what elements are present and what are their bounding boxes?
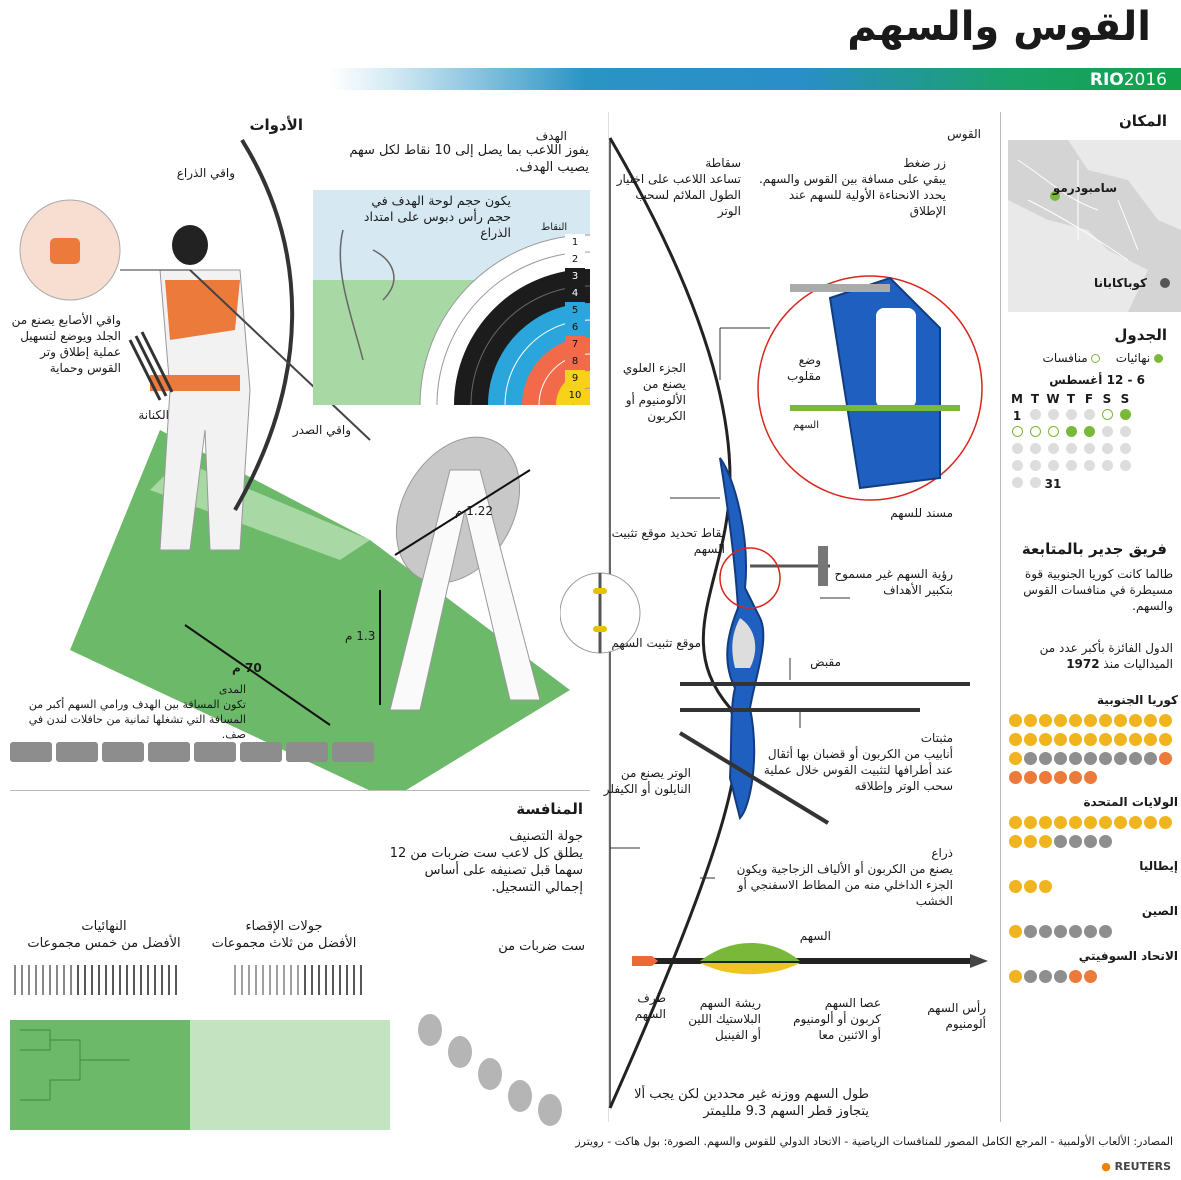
venue-map [1008, 140, 1181, 312]
ring-label: 10 [565, 387, 585, 404]
silver-medal-dot [1084, 752, 1097, 765]
gold-medal-dot [1084, 714, 1097, 727]
gold-medal-dot [1144, 816, 1157, 829]
calendar [1008, 390, 1134, 492]
gold-medal-dot [1039, 880, 1052, 893]
medals-year: 1972 [1066, 657, 1100, 671]
gold-medal-dot [1114, 714, 1127, 727]
zoom-window [876, 308, 916, 408]
finals-text: الأفضل من خمس مجموعات [27, 936, 181, 951]
arrow-heading: السهم [799, 929, 831, 943]
nock-point-label: موقع تثبيت السهم [611, 636, 701, 650]
silver-medal-dot [1069, 835, 1082, 848]
limb-callout [733, 845, 953, 909]
country-name: الاتحاد السوفيتي [1078, 949, 1178, 963]
gold-medal-dot [1054, 714, 1067, 727]
finals-bracket [10, 1020, 190, 1130]
gold-medal-dot [1039, 816, 1052, 829]
gold-medal-dot [1129, 816, 1142, 829]
arrow-fletch-bottom [700, 963, 800, 974]
ring-label: 2 [565, 251, 585, 268]
copacabana-marker [1160, 278, 1170, 288]
gold-medal-dot [1009, 970, 1022, 983]
gold-medal-dot [1024, 835, 1037, 848]
country-name: الصين [1141, 904, 1178, 918]
ring-label: 4 [565, 285, 585, 302]
silver-medal-dot [1054, 970, 1067, 983]
gold-medal-dot [1009, 880, 1022, 893]
silver-medal-dot [1039, 970, 1052, 983]
string-label: الوتر يصنع من النايلون أو الكيفلر [603, 766, 691, 796]
range-title: المدى [218, 683, 246, 696]
ring-label: 7 [565, 336, 585, 353]
venue-heading: المكان [1119, 112, 1167, 130]
target-diameter: 1.22 م [455, 504, 493, 518]
finals-arrow-sets [15, 965, 176, 995]
gold-medal-dot [1069, 714, 1082, 727]
reuters-dot-icon: ● [1101, 1160, 1111, 1173]
ring-label: 1 [565, 234, 585, 251]
elim-callout [209, 918, 359, 952]
day-last: 31 [1044, 476, 1062, 491]
elim-text: الأفضل من ثلاث مجموعات [211, 936, 357, 951]
gold-medal-dot [1009, 925, 1022, 938]
plunger-callout [611, 155, 741, 219]
medal-row [1008, 833, 1178, 852]
bronze-medal-dot [1084, 771, 1097, 784]
quiver-label: الكنانة [138, 408, 169, 422]
country-name: إيطاليا [1139, 859, 1178, 873]
ring-label: 3 [565, 268, 585, 285]
schedule-heading: الجدول [1114, 326, 1167, 344]
clicker-text: يبقي على مسافة بين القوس والسهم. يحدد الانحناءة الأولية للسهم عند الإطلاق [758, 172, 946, 218]
silver-medal-dot [1099, 925, 1112, 938]
day-m: M [1011, 391, 1023, 406]
ring-label: 8 [565, 353, 585, 370]
ring-label: 5 [565, 302, 585, 319]
silver-medal-dot [1069, 752, 1082, 765]
gold-medal-dot [1009, 816, 1022, 829]
schedule-legend [1043, 350, 1163, 366]
gold-medal-dot [1069, 733, 1082, 746]
comp-legend-icon [1091, 354, 1100, 363]
team-heading: فريق جدير بالمتابعة [1021, 540, 1167, 558]
bow-illustration [560, 118, 1000, 1128]
medal-row [1008, 750, 1178, 769]
gold-medal-dot [1039, 714, 1052, 727]
elim-arrow-sets [235, 965, 361, 995]
equipment-heading: الأدوات [249, 116, 303, 134]
gold-medal-dot [1099, 714, 1112, 727]
day-s2: S [1120, 391, 1130, 406]
silver-medal-dot [1099, 752, 1112, 765]
gold-medal-dot [1084, 816, 1097, 829]
bronze-medal-dot [1024, 771, 1037, 784]
plunger-text: تساعد اللاعب على اختيار الطول الملائم لسحب الوتر [616, 172, 741, 218]
zoom-arrow-label: السهم [792, 420, 819, 431]
stabilizers-text: أنابيب من الكربون أو قضبان بها أثقال عند أطرافها لتثبيت القوس خلال عملية سحب الوتر وإطلاقه [763, 747, 953, 793]
team-text: طالما كانت كوريا الجنوبية قوة مسيطرة في منافسات القوس والسهم. [1023, 567, 1173, 613]
reuters-logo [1101, 1160, 1171, 1173]
grip-label: مقبض [810, 655, 841, 669]
target-height: 1.3 م [345, 629, 376, 643]
target-distance: 70 م [232, 661, 262, 675]
range-text: تكون المسافة بين الهدف ورامي السهم أكبر من المسافة التي تشغلها ثمانية من حافلات لندن في صف. [28, 698, 246, 741]
footer-sources: المصادر: الألعاب الأولمبية - المرجع الكامل المصور للمنافسات الرياضية - الاتحاد الدولي للقوس والسهم. الصورة: بول هاكت - رويترز [575, 1135, 1173, 1148]
ranking-title: جولة التصنيف [509, 829, 583, 844]
day-w: W [1046, 391, 1060, 406]
finger-tab [50, 238, 80, 264]
bronze-medal-dot [1069, 970, 1082, 983]
target-panel [313, 190, 590, 405]
arrow-note: طول السهم ووزنه غير محددين لكن يجب ألا يتجاوز قطر السهم 9.3 ملليمتر [634, 1087, 869, 1119]
bronze-medal-dot [1159, 752, 1172, 765]
silver-medal-dot [1099, 835, 1112, 848]
arrow-point [970, 954, 988, 968]
gold-medal-dot [1084, 733, 1097, 746]
gold-medal-dot [1129, 714, 1142, 727]
gold-medal-dot [1009, 714, 1022, 727]
silver-medal-dot [1054, 835, 1067, 848]
gold-medal-dot [1129, 733, 1142, 746]
reversed-label: وضع مقلوب [787, 353, 821, 383]
gold-medal-dot [1024, 880, 1037, 893]
arrow-nock-label: طرف السهم [634, 991, 666, 1021]
silver-medal-dot [1054, 925, 1067, 938]
country-name: كوريا الجنوبية [1097, 693, 1178, 707]
medal-row [1008, 712, 1178, 731]
silver-medal-dot [1069, 925, 1082, 938]
gold-medal-dot [1159, 714, 1172, 727]
medal-row [1008, 968, 1178, 987]
arrow-rest-label: مسند للسهم [890, 506, 953, 520]
day-t2: T [1066, 391, 1076, 406]
competition-heading: المنافسة [516, 800, 583, 818]
gold-medal-dot [1099, 816, 1112, 829]
finals-legend-icon [1154, 354, 1163, 363]
gold-medal-dot [1099, 733, 1112, 746]
gold-medal-dot [1009, 733, 1022, 746]
silver-medal-dot [1024, 752, 1037, 765]
silver-medal-dot [1024, 970, 1037, 983]
ring-label: 6 [565, 319, 585, 336]
country-name: الولايات المتحدة [1083, 795, 1178, 809]
venue-place2: كوباكابانا [1093, 276, 1147, 290]
bronze-medal-dot [1069, 771, 1082, 784]
header-banner [330, 68, 1181, 90]
ring-labels [565, 234, 585, 404]
silver-medal-dot [1144, 752, 1157, 765]
medal-row [1008, 769, 1178, 788]
finals-title: النهائيات [81, 919, 127, 934]
gold-medal-dot [1024, 816, 1037, 829]
clicker-callout [756, 155, 946, 219]
ranking-callout [383, 828, 583, 896]
silver-medal-dot [1084, 835, 1097, 848]
medal-row [1008, 814, 1178, 833]
reuters-brand: REUTERS [1114, 1160, 1171, 1173]
arrow-point-label: رأس السهم ألومنيوم [927, 1001, 986, 1031]
day-first: 1 [1012, 408, 1022, 423]
sight-label: رؤية السهم غير مسموح بتكبير الأهداف [834, 567, 953, 597]
gold-medal-dot [1009, 752, 1022, 765]
schedule-dates: 6 - 12 أغسطس [1049, 373, 1145, 387]
chestguard-label: واقي الصدر [292, 423, 351, 437]
rio-logo: RIO2016 [1089, 70, 1167, 90]
medal-list [1008, 686, 1178, 987]
limb-title: ذراع [931, 846, 953, 860]
gold-medal-dot [1159, 733, 1172, 746]
legend-finals: نهائيات [1115, 351, 1151, 365]
elim-bracket [190, 1020, 390, 1130]
upper-limb-label: الجزء العلوي يصنع من الألومنيوم أو الكربون [622, 361, 686, 423]
medals-title [1003, 640, 1173, 672]
day-t: T [1030, 391, 1040, 406]
range-callout [16, 682, 246, 742]
gold-medal-dot [1054, 733, 1067, 746]
finals-callout [19, 918, 189, 952]
plunger-title: سقاطة [705, 156, 741, 170]
gold-medal-dot [1144, 714, 1157, 727]
ranking-text: يطلق كل لاعب ست ضربات من 12 سهما قبل تصنيفه على أساس إجمالي التسجيل. [389, 846, 583, 895]
sight-block [818, 546, 828, 586]
medal-row [1008, 878, 1178, 897]
right-column-divider [1000, 112, 1001, 1122]
buses [10, 742, 374, 762]
gold-medal-dot [1114, 816, 1127, 829]
competition-graphic [10, 960, 600, 1130]
armguard-label: واقي الذراع [176, 166, 235, 180]
gold-medal-dot [1039, 835, 1052, 848]
clicker-title: زر ضغط [903, 156, 946, 170]
bronze-medal-dot [1009, 771, 1022, 784]
target-size-note: يكون حجم لوحة الهدف في حجم رأس دبوس على امتداد الذراع [363, 193, 511, 240]
six-shots-label: ست ضربات من [498, 939, 585, 954]
silver-medal-dot [1024, 925, 1037, 938]
silver-medal-dot [1114, 752, 1127, 765]
stabilizers-callout [753, 730, 953, 794]
day-s: S [1102, 391, 1112, 406]
gold-medal-dot [1024, 714, 1037, 727]
points-label: النقاط [541, 222, 568, 233]
target-text: يفوز اللاعب بما يصل إلى 10 نقاط لكل سهم يصيب الهدف. [349, 143, 589, 175]
medal-row [1008, 923, 1178, 942]
silver-medal-dot [1039, 925, 1052, 938]
silver-medal-dot [1054, 752, 1067, 765]
gold-medal-dot [1159, 816, 1172, 829]
stabilizers-title: مثبتات [920, 731, 953, 745]
silver-medal-dot [1084, 925, 1097, 938]
gold-medal-dot [1009, 835, 1022, 848]
gold-medal-dot [1114, 733, 1127, 746]
arrow-fletch-label: ريشة السهم البلاستيك اللين أو الفينيل [688, 996, 761, 1042]
bow-heading: القوس [947, 127, 981, 141]
gold-medal-dot [1039, 733, 1052, 746]
gold-medal-dot [1054, 816, 1067, 829]
archers-silhouettes [418, 1014, 562, 1126]
legend-comp: منافسات [1042, 351, 1088, 365]
arrow-nock [632, 956, 658, 966]
bronze-medal-dot [1084, 970, 1097, 983]
medal-row [1008, 731, 1178, 750]
bronze-medal-dot [1039, 771, 1052, 784]
day-f: F [1084, 391, 1094, 406]
arrow-fletch-top [700, 943, 800, 961]
gold-medal-dot [1024, 733, 1037, 746]
elim-title: جولات الإقصاء [245, 919, 323, 934]
ring-label: 9 [565, 370, 585, 387]
arrow-shaft-label: عصا السهم كربون أو ألومنيوم أو الاثنين معا [793, 996, 881, 1042]
gold-medal-dot [1069, 816, 1082, 829]
silver-medal-dot [1129, 752, 1142, 765]
target-heading: الهدف [535, 129, 567, 143]
limb-text: يصنع من الكربون أو الألياف الزجاجية ويكون الجزء الداخلي منه من المطاط الاسفنجي أو الخشب [736, 862, 953, 908]
nock-points-label: نقاط تحديد موقع تثبيت السهم [611, 526, 725, 556]
finger-label: واقي الأصابع يصنع من الجلد ويوضع لتسهيل عملية إطلاق وتر القوس وحماية [11, 313, 121, 375]
bronze-medal-dot [1054, 771, 1067, 784]
archer-head [172, 225, 208, 265]
competition-divider [10, 790, 590, 791]
gold-medal-dot [1144, 733, 1157, 746]
silver-medal-dot [1039, 752, 1052, 765]
page-title: القوس والسهم [847, 4, 1151, 50]
medals-title-text: الدول الفائزة بأكبر عدد من الميداليات منذ [1039, 641, 1173, 671]
venue-place1: سامبودرمو [1052, 181, 1117, 195]
